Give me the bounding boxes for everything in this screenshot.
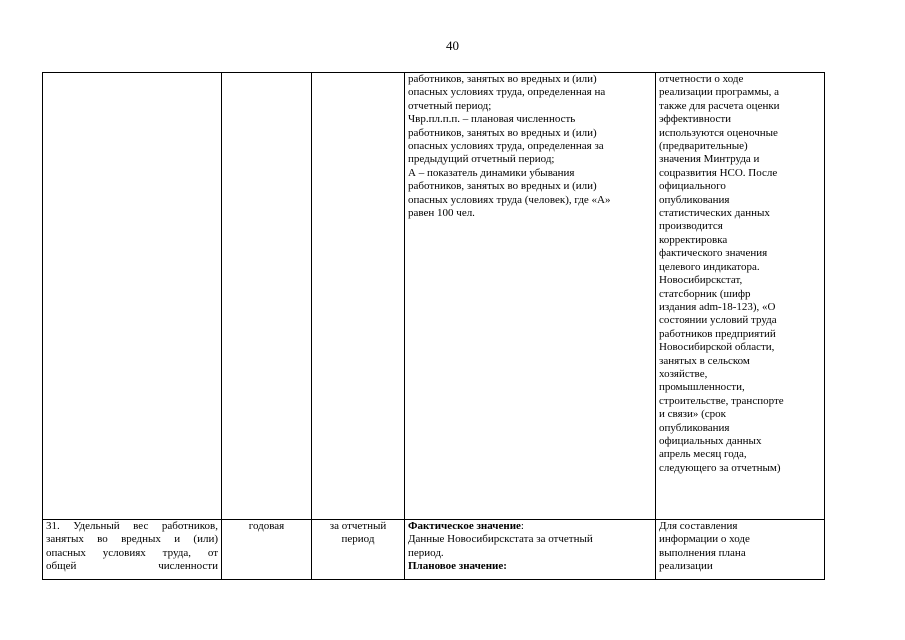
formula-line: опасных условиях труда, определенная за bbox=[408, 140, 604, 153]
source-line: статистических данных bbox=[659, 207, 770, 220]
formula-line: работников, занятых во вредных и (или) bbox=[408, 126, 597, 139]
source-line: эффективности bbox=[659, 113, 732, 126]
actual-value-colon: : bbox=[520, 520, 524, 532]
formula-cell bbox=[405, 73, 656, 520]
period-line: период bbox=[341, 533, 375, 546]
source-line: реализации bbox=[659, 560, 713, 573]
indicator-line: занятых во вредных и (или) bbox=[46, 533, 218, 546]
planned-value-label: Плановое значение: bbox=[408, 560, 507, 573]
actual-line: Данные Новосибирскстата за отчетный bbox=[408, 533, 593, 546]
formula-line: равен 100 чел. bbox=[408, 207, 475, 220]
source-line: следующего за отчетным) bbox=[659, 461, 781, 474]
source-line: корректировка bbox=[659, 233, 728, 246]
indicator-line: общей численности bbox=[46, 560, 218, 573]
periodicity-value: годовая bbox=[248, 520, 285, 532]
source-line: Новосибирскстат, bbox=[659, 274, 743, 287]
source-line: занятых в сельском bbox=[659, 354, 750, 367]
source-line: апрель месяц года, bbox=[659, 448, 747, 461]
formula-line: опасных условиях труда (человек), где «А» bbox=[408, 193, 611, 206]
source-line: официальных данных bbox=[659, 434, 762, 447]
period-line: за отчетный bbox=[329, 520, 387, 532]
indicator-line: 31. Удельный вес работников, bbox=[46, 520, 218, 532]
source-line: производится bbox=[659, 220, 723, 233]
source-line: выполнения плана bbox=[659, 546, 746, 559]
source-line: опубликования bbox=[659, 193, 730, 206]
source-line: промышленности, bbox=[659, 381, 745, 394]
source-line: информации о ходе bbox=[659, 533, 750, 546]
source-line: строительстве, транспорте bbox=[659, 394, 784, 407]
formula-line: предыдущий отчетный период; bbox=[408, 153, 555, 166]
source-cell bbox=[656, 73, 825, 520]
source-line: и связи» (срок bbox=[659, 408, 726, 421]
periodicity-cell bbox=[222, 520, 312, 580]
actual-value-heading bbox=[408, 520, 652, 533]
source-line: отчетности о ходе bbox=[659, 73, 744, 85]
formula-line: отчетный период; bbox=[408, 99, 492, 112]
table-row-continued bbox=[43, 73, 825, 520]
source-line: соцразвития НСО. После bbox=[659, 166, 778, 179]
source-line: официального bbox=[659, 180, 726, 193]
source-line: также для расчета оценки bbox=[659, 99, 780, 112]
table-row-31 bbox=[43, 520, 825, 580]
indicator-line: опасных условиях труда, от bbox=[46, 546, 218, 559]
source-line: целевого индикатора. bbox=[659, 260, 760, 273]
source-line: опубликования bbox=[659, 421, 730, 434]
source-line: работников предприятий bbox=[659, 327, 776, 340]
periodicity-cell-empty bbox=[222, 73, 312, 520]
period-cell bbox=[312, 520, 405, 580]
source-cell bbox=[656, 520, 825, 580]
source-line: реализации программы, а bbox=[659, 86, 779, 99]
formula-line: А – показатель динамики убывания bbox=[408, 166, 575, 179]
source-line: издания adm-18-123), «О bbox=[659, 300, 776, 313]
source-line: состоянии условий труда bbox=[659, 314, 777, 327]
page-number: 40 bbox=[446, 38, 459, 53]
source-line: статсборник (шифр bbox=[659, 287, 751, 300]
actual-value-label: Фактическое значение bbox=[408, 520, 521, 532]
formula-line: работников, занятых во вредных и (или) bbox=[408, 73, 597, 85]
actual-line: период. bbox=[408, 546, 444, 559]
period-cell-empty bbox=[312, 73, 405, 520]
source-line: Новосибирской области, bbox=[659, 341, 775, 354]
source-line: используются оценочные bbox=[659, 126, 778, 139]
formula-line: Чвр.пл.п.п. – плановая численность bbox=[408, 113, 576, 126]
indicator-cell bbox=[43, 520, 222, 580]
formula-line: работников, занятых во вредных и (или) bbox=[408, 180, 597, 193]
source-line: значения Минтруда и bbox=[659, 153, 760, 166]
source-line: хозяйстве, bbox=[659, 367, 708, 380]
formula-line: опасных условиях труда, определенная на bbox=[408, 86, 606, 99]
indicators-table bbox=[42, 72, 825, 580]
indicator-cell-empty bbox=[43, 73, 222, 520]
source-line: (предварительные) bbox=[659, 140, 748, 153]
formula-cell bbox=[405, 520, 656, 580]
source-line: Для составления bbox=[659, 520, 738, 532]
source-line: фактического значения bbox=[659, 247, 768, 260]
